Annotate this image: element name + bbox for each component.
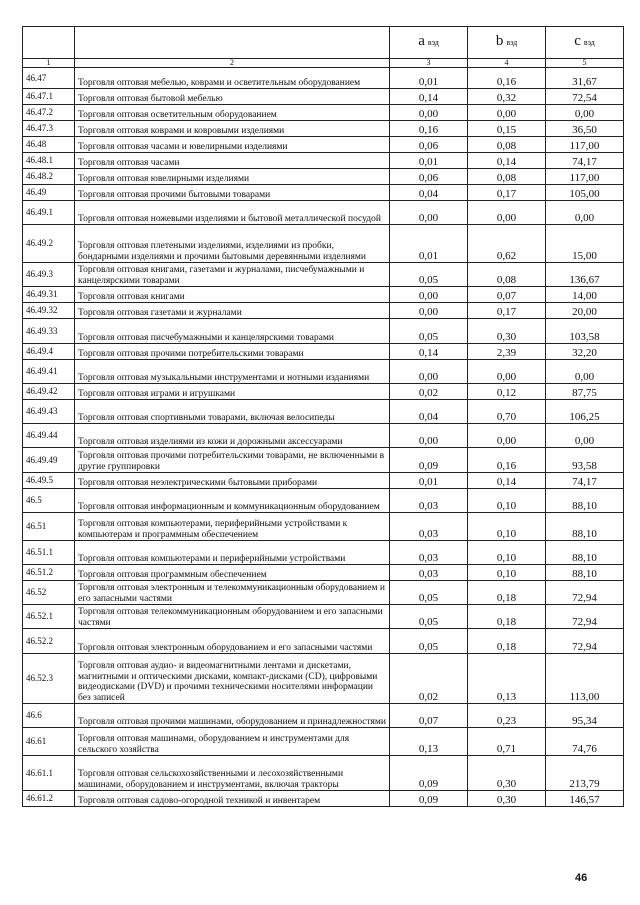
activity-name: Торговля оптовая ювелирными изделиями (75, 169, 390, 185)
column-number-row (23, 59, 624, 68)
coef-c: 88,10 (546, 489, 624, 513)
coef-b: 0,08 (468, 137, 546, 153)
table-row (23, 581, 624, 605)
coef-a: 0,01 (390, 473, 468, 489)
table-row (23, 153, 624, 169)
activity-name: Торговля оптовая прочими машинами, оборудованием и принадлежностями (75, 704, 390, 728)
coef-b: 0,30 (468, 756, 546, 791)
coef-c: 117,00 (546, 169, 624, 185)
activity-name: Торговля оптовая книгами (75, 287, 390, 303)
activity-name: Торговля оптовая осветительным оборудованием (75, 105, 390, 121)
coef-a: 0,16 (390, 121, 468, 137)
table-row (23, 263, 624, 287)
coef-c: 93,58 (546, 448, 624, 473)
coef-c: 106,25 (546, 400, 624, 424)
table-row (23, 541, 624, 565)
table-row (23, 360, 624, 384)
coef-c: 0,00 (546, 360, 624, 384)
activity-name: Торговля оптовая изделиями из кожи и дорожными аксессуарами (75, 424, 390, 448)
okved-code: 46.47.1 (23, 89, 75, 105)
header-a-sub: вэд (427, 38, 439, 48)
coef-c: 74,17 (546, 153, 624, 169)
coef-b: 0,16 (468, 68, 546, 89)
coef-a: 0,06 (390, 169, 468, 185)
header-c-letter: c (574, 33, 581, 50)
coef-a: 0,09 (390, 448, 468, 473)
activity-name: Торговля оптовая программным обеспечением (75, 565, 390, 581)
coef-b: 0,13 (468, 654, 546, 704)
okved-code: 46.47.2 (23, 105, 75, 121)
activity-name: Торговля оптовая аудио- и видеомагнитными лентами и дискетами, магнитными и оптическими дисками, компакт-дисками (CD), цифровыми видеодисками (DVD) и прочими техническими носителями информации без записей (75, 654, 390, 704)
okved-code: 46.51 (23, 513, 75, 541)
coef-c: 72,54 (546, 89, 624, 105)
okved-code: 46.61 (23, 728, 75, 756)
table-row (23, 89, 624, 105)
okved-code: 46.51.2 (23, 565, 75, 581)
okved-code: 46.49.5 (23, 473, 75, 489)
coef-c: 74,17 (546, 473, 624, 489)
coef-a: 0,00 (390, 105, 468, 121)
column-number: 3 (390, 59, 468, 68)
coef-a: 0,00 (390, 287, 468, 303)
coef-a: 0,03 (390, 489, 468, 513)
header-a-letter: a (418, 33, 425, 50)
coef-a: 0,09 (390, 756, 468, 791)
activity-name: Торговля оптовая машинами, оборудованием и инструментами для сельского хозяйства (75, 728, 390, 756)
table-header-row (23, 27, 624, 59)
table-row (23, 448, 624, 473)
coef-a: 0,03 (390, 513, 468, 541)
activity-name: Торговля оптовая коврами и ковровыми изделиями (75, 121, 390, 137)
activity-name: Торговля оптовая часами (75, 153, 390, 169)
coef-c: 117,00 (546, 137, 624, 153)
table-row (23, 629, 624, 654)
coef-a: 0,00 (390, 424, 468, 448)
okved-code: 46.49.33 (23, 319, 75, 344)
table-row (23, 105, 624, 121)
header-a (390, 27, 468, 59)
coef-c: 0,00 (546, 201, 624, 225)
activity-name: Торговля оптовая прочими бытовыми товарами (75, 185, 390, 201)
activity-name: Торговля оптовая писчебумажными и канцелярскими товарами (75, 319, 390, 344)
coef-a: 0,13 (390, 728, 468, 756)
coef-a: 0,00 (390, 303, 468, 319)
table-row (23, 473, 624, 489)
coef-b: 0,12 (468, 384, 546, 400)
coef-b: 0,00 (468, 424, 546, 448)
activity-name: Торговля оптовая мебелью, коврами и осветительным оборудованием (75, 68, 390, 89)
activity-name: Торговля оптовая плетеными изделиями, изделиями из пробки, бондарными изделиями и прочими бытовыми деревянными изделиями (75, 225, 390, 263)
coef-a: 0,09 (390, 791, 468, 807)
coefficient-table (22, 26, 624, 807)
okved-code: 46.5 (23, 489, 75, 513)
table-row (23, 121, 624, 137)
coef-c: 88,10 (546, 513, 624, 541)
coef-b: 0,18 (468, 629, 546, 654)
table-row (23, 728, 624, 756)
coef-c: 15,00 (546, 225, 624, 263)
table-row (23, 303, 624, 319)
activity-name: Торговля оптовая газетами и журналами (75, 303, 390, 319)
coef-c: 36,50 (546, 121, 624, 137)
okved-code: 46.49.44 (23, 424, 75, 448)
okved-code: 46.6 (23, 704, 75, 728)
activity-name: Торговля оптовая играми и игрушками (75, 384, 390, 400)
table-row (23, 791, 624, 807)
coef-a: 0,00 (390, 201, 468, 225)
coef-c: 72,94 (546, 581, 624, 605)
table-row (23, 384, 624, 400)
okved-code: 46.52.3 (23, 654, 75, 704)
coef-c: 72,94 (546, 629, 624, 654)
coef-a: 0,04 (390, 185, 468, 201)
coef-a: 0,04 (390, 400, 468, 424)
okved-code: 46.48.1 (23, 153, 75, 169)
table-row (23, 68, 624, 89)
okved-code: 46.49 (23, 185, 75, 201)
activity-name: Торговля оптовая неэлектрическими бытовыми приборами (75, 473, 390, 489)
page-number: 46 (575, 872, 588, 884)
activity-name: Торговля оптовая компьютерами, периферийными устройствами к компьютерам и программным обеспечением (75, 513, 390, 541)
coef-b: 0,00 (468, 105, 546, 121)
coef-c: 0,00 (546, 424, 624, 448)
activity-name: Торговля оптовая прочими потребительскими товарами (75, 344, 390, 360)
header-b (468, 27, 546, 59)
coef-b: 0,08 (468, 169, 546, 185)
table-row (23, 225, 624, 263)
table-row (23, 287, 624, 303)
coef-b: 0,71 (468, 728, 546, 756)
coef-b: 2,39 (468, 344, 546, 360)
okved-code: 46.49.32 (23, 303, 75, 319)
coef-c: 88,10 (546, 565, 624, 581)
coef-b: 0,15 (468, 121, 546, 137)
coef-a: 0,03 (390, 565, 468, 581)
table-row (23, 185, 624, 201)
activity-name: Торговля оптовая садово-огородной техникой и инвентарем (75, 791, 390, 807)
coef-b: 0,17 (468, 185, 546, 201)
coef-b: 0,08 (468, 263, 546, 287)
okved-code: 46.49.41 (23, 360, 75, 384)
coef-c: 14,00 (546, 287, 624, 303)
header-name (75, 27, 390, 59)
coef-a: 0,06 (390, 137, 468, 153)
table-row (23, 565, 624, 581)
table-row (23, 424, 624, 448)
header-code (23, 27, 75, 59)
header-c-sub: вэд (583, 38, 595, 48)
okved-code: 46.49.1 (23, 201, 75, 225)
coef-c: 31,67 (546, 68, 624, 89)
okved-code: 46.51.1 (23, 541, 75, 565)
coef-b: 0,32 (468, 89, 546, 105)
coef-c: 146,57 (546, 791, 624, 807)
coefficient-table-sheet (22, 26, 623, 807)
coef-b: 0,10 (468, 541, 546, 565)
coef-a: 0,05 (390, 629, 468, 654)
table-row (23, 344, 624, 360)
coef-b: 0,18 (468, 605, 546, 629)
header-b-sub: вэд (506, 38, 518, 48)
column-number: 1 (23, 59, 75, 68)
coef-a: 0,01 (390, 153, 468, 169)
activity-name: Торговля оптовая книгами, газетами и журналами, писчебумажными и канцелярскими товарами (75, 263, 390, 287)
coef-a: 0,02 (390, 384, 468, 400)
activity-name: Торговля оптовая бытовой мебелью (75, 89, 390, 105)
table-row (23, 605, 624, 629)
coef-c: 72,94 (546, 605, 624, 629)
coef-b: 0,62 (468, 225, 546, 263)
okved-code: 46.49.42 (23, 384, 75, 400)
coef-b: 0,10 (468, 565, 546, 581)
coef-c: 74,76 (546, 728, 624, 756)
activity-name: Торговля оптовая прочими потребительскими товарами, не включенными в другие группировки (75, 448, 390, 473)
activity-name: Торговля оптовая ножевыми изделиями и бытовой металлической посудой (75, 201, 390, 225)
coef-b: 0,18 (468, 581, 546, 605)
coef-a: 0,14 (390, 344, 468, 360)
table-row (23, 489, 624, 513)
coef-a: 0,05 (390, 319, 468, 344)
table-row (23, 201, 624, 225)
okved-code: 46.61.2 (23, 791, 75, 807)
okved-code: 46.48 (23, 137, 75, 153)
coef-c: 20,00 (546, 303, 624, 319)
coef-a: 0,01 (390, 68, 468, 89)
activity-name: Торговля оптовая спортивными товарами, включая велосипеды (75, 400, 390, 424)
coef-b: 0,14 (468, 473, 546, 489)
okved-code: 46.49.31 (23, 287, 75, 303)
table-row (23, 137, 624, 153)
coef-a: 0,05 (390, 263, 468, 287)
okved-code: 46.49.2 (23, 225, 75, 263)
coef-c: 213,79 (546, 756, 624, 791)
okved-code: 46.47 (23, 68, 75, 89)
coef-c: 113,00 (546, 654, 624, 704)
column-number: 2 (75, 59, 390, 68)
okved-code: 46.49.49 (23, 448, 75, 473)
coef-a: 0,01 (390, 225, 468, 263)
activity-name: Торговля оптовая электронным оборудованием и его запасными частями (75, 629, 390, 654)
column-number: 4 (468, 59, 546, 68)
okved-code: 46.52.2 (23, 629, 75, 654)
coef-a: 0,02 (390, 654, 468, 704)
coef-b: 0,00 (468, 201, 546, 225)
activity-name: Торговля оптовая часами и ювелирными изделиями (75, 137, 390, 153)
coef-b: 0,30 (468, 791, 546, 807)
coef-a: 0,07 (390, 704, 468, 728)
coef-c: 0,00 (546, 105, 624, 121)
activity-name: Торговля оптовая информационным и коммуникационным оборудованием (75, 489, 390, 513)
table-row (23, 756, 624, 791)
coef-a: 0,05 (390, 605, 468, 629)
table-row (23, 513, 624, 541)
coef-b: 0,14 (468, 153, 546, 169)
table-row (23, 400, 624, 424)
coef-b: 0,00 (468, 360, 546, 384)
coef-a: 0,05 (390, 581, 468, 605)
coef-a: 0,03 (390, 541, 468, 565)
table-row (23, 169, 624, 185)
header-c (546, 27, 624, 59)
okved-code: 46.49.3 (23, 263, 75, 287)
table-row (23, 319, 624, 344)
coef-a: 0,14 (390, 89, 468, 105)
coef-c: 136,67 (546, 263, 624, 287)
coef-c: 95,34 (546, 704, 624, 728)
okved-code: 46.49.43 (23, 400, 75, 424)
header-b-letter: b (495, 33, 504, 50)
coef-a: 0,00 (390, 360, 468, 384)
table-row (23, 654, 624, 704)
coef-b: 0,10 (468, 489, 546, 513)
activity-name: Торговля оптовая музыкальными инструментами и нотными изданиями (75, 360, 390, 384)
coef-c: 103,58 (546, 319, 624, 344)
coef-b: 0,70 (468, 400, 546, 424)
activity-name: Торговля оптовая электронным и телекоммуникационным оборудованием и его запасными частями (75, 581, 390, 605)
okved-code: 46.61.1 (23, 756, 75, 791)
activity-name: Торговля оптовая телекоммуникационным оборудованием и его запасными частями (75, 605, 390, 629)
column-number: 5 (546, 59, 624, 68)
coef-b: 0,23 (468, 704, 546, 728)
okved-code: 46.49.4 (23, 344, 75, 360)
coef-c: 105,00 (546, 185, 624, 201)
okved-code: 46.52.1 (23, 605, 75, 629)
table-row (23, 704, 624, 728)
okved-code: 46.52 (23, 581, 75, 605)
coef-b: 0,16 (468, 448, 546, 473)
okved-code: 46.47.3 (23, 121, 75, 137)
coef-c: 87,75 (546, 384, 624, 400)
coef-b: 0,30 (468, 319, 546, 344)
activity-name: Торговля оптовая сельскохозяйственными и лесохозяйственными машинами, оборудованием и инструментами, включая тракторы (75, 756, 390, 791)
activity-name: Торговля оптовая компьютерами и периферийными устройствами (75, 541, 390, 565)
coef-b: 0,17 (468, 303, 546, 319)
okved-code: 46.48.2 (23, 169, 75, 185)
coef-c: 88,10 (546, 541, 624, 565)
coef-b: 0,07 (468, 287, 546, 303)
coef-c: 32,20 (546, 344, 624, 360)
coef-b: 0,10 (468, 513, 546, 541)
